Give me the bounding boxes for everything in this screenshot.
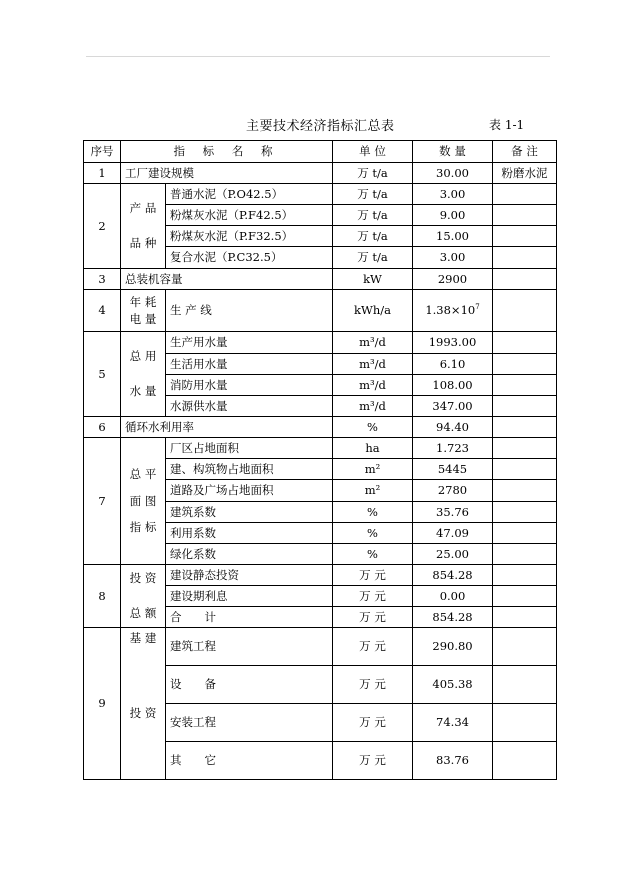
category-bottom: 总 额	[129, 606, 157, 620]
name-cell: 其 它	[166, 742, 333, 780]
remark-cell	[493, 396, 557, 417]
remark-cell	[493, 226, 557, 247]
name-cell: 粉煤灰水泥（P.F32.5）	[166, 226, 333, 247]
unit-cell: %	[333, 544, 413, 565]
qty-cell: 0.00	[413, 586, 493, 607]
table-row	[84, 269, 557, 290]
unit-cell: 万 元	[333, 565, 413, 586]
name-cell: 粉煤灰水泥（P.F42.5）	[166, 205, 333, 226]
remark-cell	[493, 332, 557, 354]
category-bottom: 电 量	[129, 311, 157, 326]
name-cell: 消防用水量	[166, 375, 333, 396]
category-bottom: 品 种	[129, 236, 157, 250]
qty-cell: 2780	[413, 480, 493, 502]
remark-cell	[493, 184, 557, 205]
seq-cell: 4	[84, 290, 121, 332]
category-cell	[121, 438, 166, 565]
qty-cell: 3.00	[413, 247, 493, 269]
qty-cell: 347.00	[413, 396, 493, 417]
remark-cell	[493, 247, 557, 269]
table-row	[84, 290, 557, 332]
remark-cell	[493, 438, 557, 459]
remark-cell	[493, 628, 557, 666]
page-title: 主要技术经济指标汇总表	[246, 119, 395, 134]
name-cell: 道路及广场占地面积	[166, 480, 333, 502]
indicator-table	[83, 140, 557, 780]
name-cell: 工厂建设规模	[121, 163, 333, 184]
seq-cell: 9	[84, 628, 121, 780]
qty-cell: 854.28	[413, 565, 493, 586]
category-top: 产 品	[129, 201, 157, 216]
name-cell: 建筑工程	[166, 628, 333, 666]
table-row	[84, 438, 557, 459]
header-rule	[86, 56, 550, 57]
qty-cell: 1993.00	[413, 332, 493, 354]
unit-cell: %	[333, 417, 413, 438]
table-row	[84, 332, 557, 354]
qty-cell: 290.80	[413, 628, 493, 666]
category-top: 投 资	[129, 571, 157, 586]
category-cell	[121, 565, 166, 628]
category-bottom: 投 资	[129, 705, 157, 720]
header-qty: 数 量	[413, 141, 493, 163]
table-row	[84, 565, 557, 586]
qty-exponent: 7	[475, 303, 480, 312]
qty-cell: 854.28	[413, 607, 493, 628]
header-remark: 备 注	[493, 141, 557, 163]
qty-cell: 35.76	[413, 502, 493, 523]
category-top: 总 用	[129, 349, 157, 364]
table-row	[84, 184, 557, 205]
qty-cell: 108.00	[413, 375, 493, 396]
qty-cell: 5445	[413, 459, 493, 480]
unit-cell: kW	[333, 269, 413, 290]
unit-cell: m³/d	[333, 354, 413, 375]
table-number: 表 1-1	[489, 118, 525, 132]
header-seq: 序号	[84, 141, 121, 163]
name-cell: 合 计	[166, 607, 333, 628]
name-cell: 建筑系数	[166, 502, 333, 523]
category-cell	[121, 332, 166, 417]
unit-cell: 万 元	[333, 586, 413, 607]
unit-cell: m³/d	[333, 396, 413, 417]
category-middle: 面 图	[129, 493, 157, 508]
table-row	[84, 417, 557, 438]
qty-cell: 25.00	[413, 544, 493, 565]
remark-cell: 粉磨水泥	[493, 163, 557, 184]
unit-cell: ha	[333, 438, 413, 459]
remark-cell	[493, 480, 557, 502]
unit-cell: 万 元	[333, 666, 413, 704]
name-cell: 安装工程	[166, 704, 333, 742]
unit-cell: kWh/a	[333, 290, 413, 332]
unit-cell: 万 元	[333, 607, 413, 628]
unit-cell: m³/d	[333, 332, 413, 354]
seq-cell: 6	[84, 417, 121, 438]
remark-cell	[493, 607, 557, 628]
header-row	[84, 141, 557, 163]
seq-cell: 1	[84, 163, 121, 184]
qty-cell: 3.00	[413, 184, 493, 205]
qty-cell: 6.10	[413, 354, 493, 375]
category-top: 基 建	[129, 631, 157, 645]
unit-cell: m²	[333, 459, 413, 480]
seq-cell: 5	[84, 332, 121, 417]
qty-cell: 30.00	[413, 163, 493, 184]
table-row	[84, 163, 557, 184]
seq-cell: 2	[84, 184, 121, 269]
remark-cell	[493, 666, 557, 704]
qty-cell: 2900	[413, 269, 493, 290]
unit-cell: 万 t/a	[333, 226, 413, 247]
qty-cell	[413, 290, 493, 332]
remark-cell	[493, 523, 557, 544]
remark-cell	[493, 586, 557, 607]
remark-cell	[493, 459, 557, 480]
unit-cell: 万 t/a	[333, 163, 413, 184]
remark-cell	[493, 375, 557, 396]
category-cell	[121, 184, 166, 269]
remark-cell	[493, 544, 557, 565]
qty-cell: 1.723	[413, 438, 493, 459]
seq-cell: 3	[84, 269, 121, 290]
unit-cell: m³/d	[333, 375, 413, 396]
header-indicator: 指 标 名 称	[121, 141, 333, 163]
category-cell	[121, 290, 166, 332]
qty-cell: 405.38	[413, 666, 493, 704]
unit-cell: 万 元	[333, 704, 413, 742]
category-bottom: 水 量	[129, 384, 157, 398]
unit-cell: %	[333, 523, 413, 544]
qty-cell: 47.09	[413, 523, 493, 544]
name-cell: 复合水泥（P.C32.5）	[166, 247, 333, 269]
table-row	[84, 628, 557, 666]
remark-cell	[493, 269, 557, 290]
seq-cell: 7	[84, 438, 121, 565]
name-cell: 建、构筑物占地面积	[166, 459, 333, 480]
remark-cell	[493, 417, 557, 438]
unit-cell: 万 t/a	[333, 247, 413, 269]
category-cell	[121, 628, 166, 780]
name-cell: 生产用水量	[166, 332, 333, 354]
seq-cell: 8	[84, 565, 121, 628]
header-unit: 单 位	[333, 141, 413, 163]
remark-cell	[493, 742, 557, 780]
unit-cell: 万 t/a	[333, 205, 413, 226]
unit-cell: %	[333, 502, 413, 523]
remark-cell	[493, 205, 557, 226]
name-cell: 生活用水量	[166, 354, 333, 375]
qty-cell: 94.40	[413, 417, 493, 438]
name-cell: 循环水利用率	[121, 417, 333, 438]
category-bottom: 指 标	[129, 520, 157, 535]
qty-base: 1.38×10	[425, 303, 476, 318]
qty-cell: 74.34	[413, 704, 493, 742]
remark-cell	[493, 290, 557, 332]
qty-cell: 83.76	[413, 742, 493, 780]
unit-cell: 万 元	[333, 628, 413, 666]
name-cell: 普通水泥（P.O42.5）	[166, 184, 333, 205]
name-cell: 绿化系数	[166, 544, 333, 565]
unit-cell: 万 t/a	[333, 184, 413, 205]
unit-cell: m²	[333, 480, 413, 502]
name-cell: 水源供水量	[166, 396, 333, 417]
category-top: 总 平	[129, 467, 157, 482]
remark-cell	[493, 704, 557, 742]
unit-cell: 万 元	[333, 742, 413, 780]
name-cell: 总装机容量	[121, 269, 333, 290]
remark-cell	[493, 354, 557, 375]
name-cell: 厂区占地面积	[166, 438, 333, 459]
name-cell: 设 备	[166, 666, 333, 704]
remark-cell	[493, 565, 557, 586]
category-top: 年 耗	[129, 294, 157, 309]
name-cell: 生 产 线	[166, 290, 333, 332]
name-cell: 建设期利息	[166, 586, 333, 607]
qty-cell: 15.00	[413, 226, 493, 247]
name-cell: 建设静态投资	[166, 565, 333, 586]
remark-cell	[493, 502, 557, 523]
name-cell: 利用系数	[166, 523, 333, 544]
qty-cell: 9.00	[413, 205, 493, 226]
